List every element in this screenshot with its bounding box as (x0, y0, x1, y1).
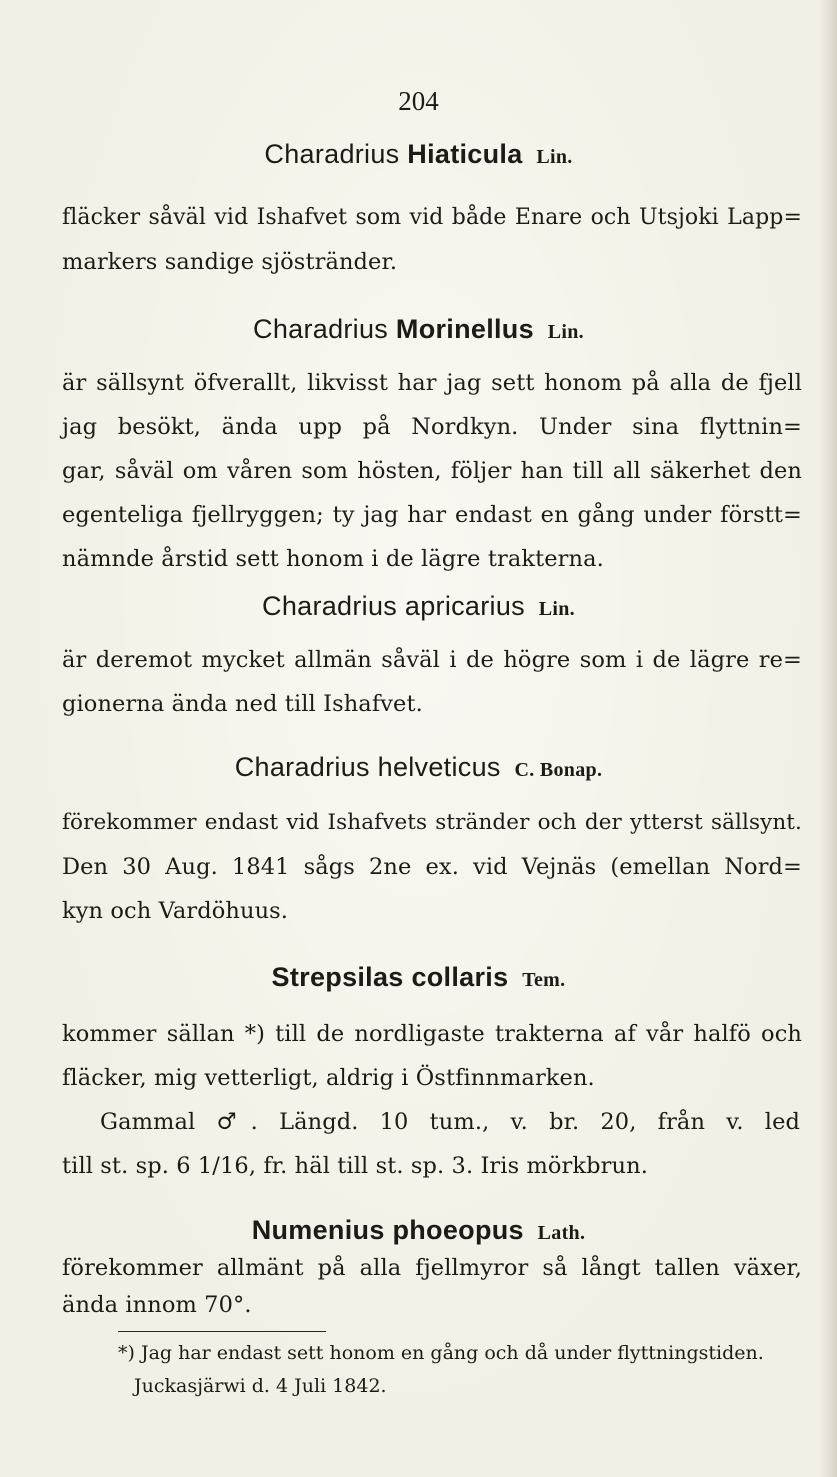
author-abbrev: C. Bonap. (514, 759, 603, 781)
species-heading-phoeopus (0, 1215, 837, 1246)
species-name: phoeopus (392, 1215, 524, 1245)
author-abbrev: Tem. (522, 969, 566, 991)
species-heading-collaris (0, 962, 837, 993)
species-name: Morinellus (395, 314, 534, 344)
genus-name: Charadrius (253, 314, 389, 344)
species-name: helveticus (377, 752, 501, 782)
text-line: nämnde årstid sett honom i de lägre trakterna. (62, 546, 604, 572)
species-name: apricarius (404, 591, 525, 621)
species-name: collaris (411, 962, 509, 992)
page-number: 204 (398, 86, 439, 116)
species-name: Hiaticula (407, 139, 523, 169)
footnote-line: Juckasjärwi d. 4 Juli 1842. (134, 1375, 387, 1397)
genus-name: Numenius (251, 1215, 385, 1245)
text-line: gar, såväl om våren som hösten, följer han till all säkerhet den (62, 458, 802, 484)
species-heading-helveticus (0, 752, 837, 783)
text-line: fläcker såväl vid Ishafvet som vid både Enare och Utsjoki Lapp= (62, 205, 802, 230)
author-abbrev: Lath. (537, 1222, 586, 1244)
text-line: Gammal ♂. Längd. 10 tum., v. br. 20, från v. led (100, 1109, 800, 1135)
footnote-line: *) Jag har endast sett honom en gång och då under flyttningstiden. (118, 1342, 764, 1364)
author-abbrev: Lin. (547, 321, 584, 343)
text-line: är deremot mycket allmän såväl i de högre som i de lägre re= (62, 647, 802, 673)
text-line: gionerna ända ned till Ishafvet. (62, 691, 423, 717)
species-heading-hiaticula (0, 139, 837, 170)
page-edge-shadow (819, 0, 837, 1477)
species-heading-apricarius (0, 591, 837, 622)
text-line: är sällsynt öfverallt, likvisst har jag sett honom på alla de fjell (62, 370, 802, 396)
genus-name: Charadrius (264, 139, 400, 169)
text-line: till st. sp. 6 1/16, fr. häl till st. sp. 3. Iris mörkbrun. (62, 1153, 648, 1179)
text-line: förekommer endast vid Ishafvets stränder och der ytterst sällsynt. (62, 810, 802, 835)
genus-name: Charadrius (262, 591, 398, 621)
genus-name: Charadrius (234, 752, 370, 782)
author-abbrev: Lin. (536, 146, 573, 168)
text-line: kyn och Vardöhuus. (62, 898, 289, 924)
text-line: markers sandige sjöstränder. (62, 249, 398, 275)
author-abbrev: Lin. (538, 598, 575, 620)
text-line: fläcker, mig vetterligt, aldrig i Östfinnmarken. (62, 1065, 595, 1091)
text-line: Den 30 Aug. 1841 sågs 2ne ex. vid Vejnäs (emellan Nord= (62, 854, 802, 880)
text-line: kommer sällan *) till de nordligaste trakterna af vår halfö och (62, 1021, 802, 1047)
species-heading-morinellus (0, 314, 837, 345)
footnote-rule (118, 1331, 326, 1332)
text-line: förekommer allmänt på alla fjellmyror så långt tallen växer, (62, 1255, 802, 1281)
genus-name: Strepsilas (271, 962, 404, 992)
text-line: jag besökt, ända upp på Nordkyn. Under sina flyttnin= (62, 414, 802, 440)
text-line: egenteliga fjellryggen; ty jag har endast en gång under förstt= (62, 502, 802, 528)
text-line: ända innom 70°. (62, 1292, 252, 1318)
